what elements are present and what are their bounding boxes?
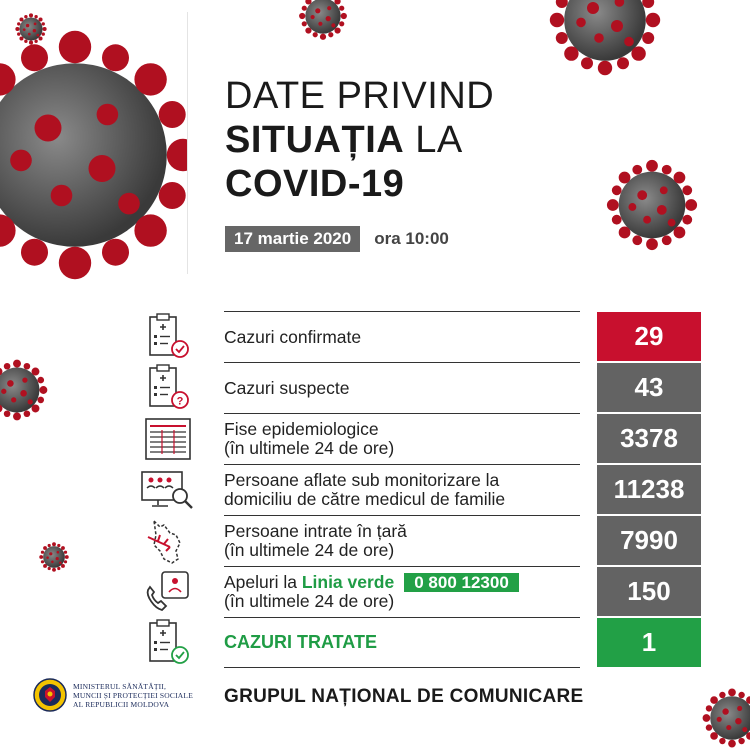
title-line-2 <box>225 118 494 162</box>
label-confirmed-text: Cazuri confirmate <box>224 326 362 347</box>
clipboard-check-icon <box>140 313 196 361</box>
value-home-monitoring: 11238 <box>597 465 701 514</box>
row-home-monitoring <box>140 464 705 515</box>
ministry-line2: MUNCII ȘI PROTECȚIEI SOCIALE <box>73 690 193 700</box>
label-entries-line2: (în ultimele 24 de ore) <box>224 540 395 560</box>
date-row <box>225 226 449 252</box>
title-line-3 <box>225 162 494 206</box>
label-hotline-calls <box>224 566 580 617</box>
map-plane-icon <box>140 517 196 565</box>
ministry-name <box>73 682 193 709</box>
hotline-number-badge: 0 800 12300 <box>404 573 519 592</box>
value-entries: 7990 <box>597 516 701 565</box>
virus-decoration-top-center <box>292 0 354 42</box>
label-suspected <box>224 362 580 413</box>
label-epidemiological-line2: (în ultimele 24 de ore) <box>224 438 395 458</box>
title-light-word: LA <box>404 119 463 161</box>
label-treated <box>224 617 580 668</box>
label-hotline-highlight: Linia verde <box>301 572 395 592</box>
title-covid: COVID-19 <box>225 163 405 205</box>
ministry-line3: AL REPUBLICII MOLDOVA <box>73 699 170 709</box>
page-title <box>225 74 494 206</box>
document-form-icon <box>140 415 196 463</box>
virus-decoration-right <box>603 156 701 254</box>
row-treated <box>140 617 705 668</box>
communication-group-title: GRUPUL NAȚIONAL DE COMUNICARE <box>224 686 584 707</box>
virus-decoration-left-lower <box>38 541 70 573</box>
label-entries <box>224 515 580 566</box>
row-confirmed <box>140 311 705 362</box>
time-label: ora 10:00 <box>374 229 449 248</box>
label-home-monitoring-line1: Persoane aflate sub monitorizare la <box>224 470 500 490</box>
value-hotline-calls: 150 <box>597 567 701 616</box>
label-confirmed <box>224 311 580 362</box>
label-hotline-line1 <box>224 573 580 592</box>
title-line-1: DATE PRIVIND <box>225 75 495 117</box>
ministry-line1: MINISTERUL SĂNĂTĂȚII, <box>73 681 167 691</box>
value-confirmed: 29 <box>597 312 701 361</box>
label-home-monitoring-line2: domiciliu de către medicul de familie <box>224 489 506 509</box>
row-suspected <box>140 362 705 413</box>
row-hotline-calls <box>140 566 705 617</box>
clipboard-check-green-icon <box>140 619 196 667</box>
virus-decoration-bottom-right <box>700 686 750 750</box>
label-hotline-prefix: Apeluri la <box>224 572 302 592</box>
value-suspected: 43 <box>597 363 701 412</box>
label-treated-text: CAZURI TRATATE <box>224 632 377 652</box>
virus-decoration-left-middle <box>0 354 50 426</box>
statistics-table <box>140 311 705 668</box>
virus-decoration-top-right <box>530 0 680 80</box>
title-bold-word: SITUAȚIA <box>225 119 405 161</box>
clipboard-question-icon <box>140 364 196 412</box>
label-epidemiological-line1: Fise epidemiologice <box>224 419 379 439</box>
label-hotline-line2: (în ultimele 24 de ore) <box>224 591 395 611</box>
vertical-divider <box>187 12 188 274</box>
svg-text:?: ? <box>176 395 184 408</box>
row-epidemiological <box>140 413 705 464</box>
moldova-coat-of-arms-icon <box>33 678 67 712</box>
label-entries-line1: Persoane intrate în țară <box>224 521 407 541</box>
label-suspected-text: Cazuri suspecte <box>224 377 350 398</box>
monitor-people-search-icon <box>140 466 196 514</box>
row-entries <box>140 515 705 566</box>
label-home-monitoring <box>224 464 580 515</box>
label-epidemiological <box>224 413 580 464</box>
date-badge: 17 martie 2020 <box>225 226 360 252</box>
ministry-logo <box>33 678 193 712</box>
phone-call-icon <box>140 568 196 616</box>
virus-decoration-large-left <box>0 30 188 280</box>
value-epidemiological: 3378 <box>597 414 701 463</box>
value-treated: 1 <box>597 618 701 667</box>
